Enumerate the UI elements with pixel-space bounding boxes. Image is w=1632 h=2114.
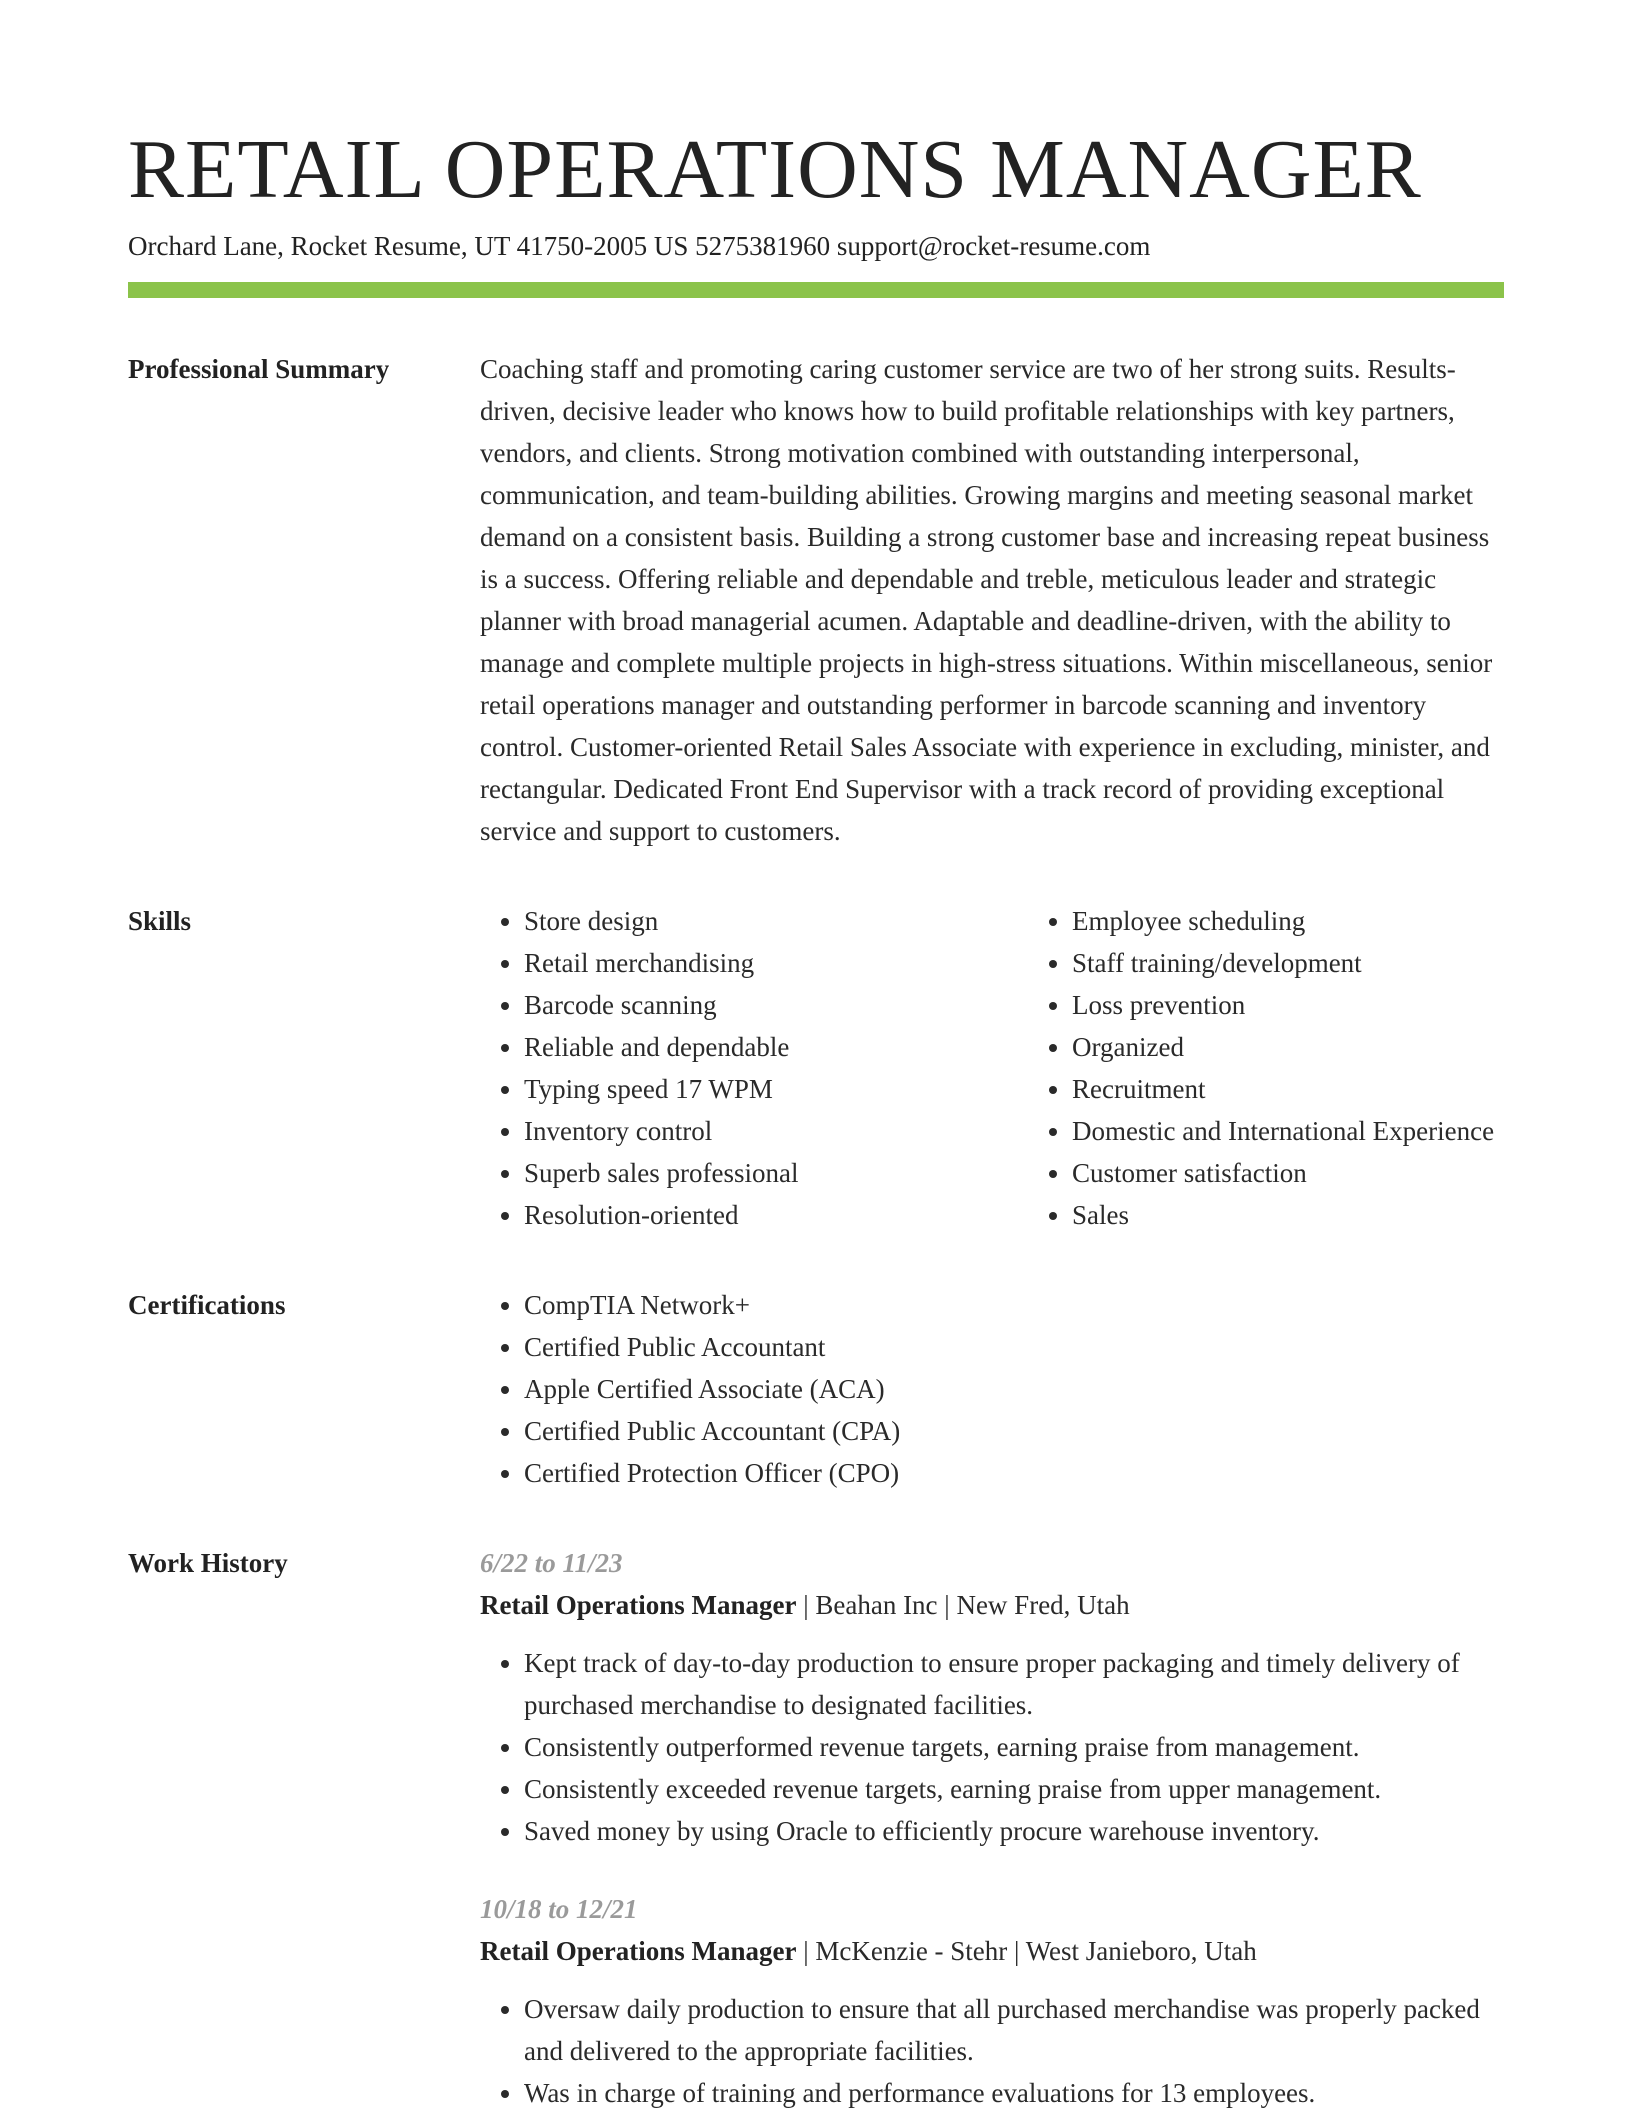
certification-item: • Certified Public Accountant bbox=[524, 1326, 1504, 1368]
job-bullet: • Kept track of day-to-day production to ensure proper packaging and timely delivery of purchased merchandise to designated facilities. bbox=[524, 1642, 1504, 1726]
header-divider bbox=[128, 282, 1504, 298]
skill-item: • Resolution-oriented bbox=[524, 1194, 1028, 1236]
certification-item: • Certified Public Accountant (CPA) bbox=[524, 1410, 1504, 1452]
job-title: Retail Operations Manager bbox=[480, 1590, 797, 1620]
skill-item: • Recruitment bbox=[1072, 1068, 1504, 1110]
job-bullets bbox=[480, 1642, 1504, 1852]
job-details: | Beahan Inc | New Fred, Utah bbox=[796, 1590, 1130, 1620]
job-dates: 10/18 to 12/21 bbox=[480, 1894, 638, 1924]
skill-item: • Employee scheduling bbox=[1072, 900, 1504, 942]
job-bullet: • Was in charge of training and performance evaluations for 13 employees. bbox=[524, 2072, 1504, 2114]
skill-item: • Typing speed 17 WPM bbox=[524, 1068, 1028, 1110]
summary-section bbox=[128, 348, 1504, 852]
skill-item: • Superb sales professional bbox=[524, 1152, 1028, 1194]
certification-item: • CompTIA Network+ bbox=[524, 1284, 1504, 1326]
resume-title: RETAIL OPERATIONS MANAGER bbox=[128, 123, 1422, 216]
certification-item: • Certified Protection Officer (CPO) bbox=[524, 1452, 1504, 1494]
job-bullet: • Saved money by using Oracle to efficiently procure warehouse inventory. bbox=[524, 1810, 1504, 1852]
work-history-section bbox=[128, 1542, 1504, 2114]
skill-item: • Domestic and International Experience bbox=[1072, 1110, 1504, 1152]
job-entry bbox=[480, 1542, 1504, 1852]
summary-heading: Professional Summary bbox=[128, 354, 390, 384]
skill-item: • Reliable and dependable bbox=[524, 1026, 1028, 1068]
skill-item: • Sales bbox=[1072, 1194, 1504, 1236]
skills-section bbox=[128, 900, 1504, 1236]
job-entry bbox=[480, 1888, 1504, 2114]
job-dates: 6/22 to 11/23 bbox=[480, 1548, 623, 1578]
skill-item: • Retail merchandising bbox=[524, 942, 1028, 984]
summary-text: Coaching staff and promoting caring customer service are two of her strong suits. Results-driven, decisive leader who knows how to build profitable relationships with key partners, vendors, and clients. Strong motivation combined with outstanding interpersonal, communication, and team-building abilities. Growing margins and meeting seasonal market demand on a consistent basis. Building a strong customer base and increasing repeat business is a success. Offering reliable and dependable and treble, meticulous leader and strategic planner with broad managerial acumen. Adaptable and deadline-driven, with the ability to manage and complete multiple projects in high-stress situations. Within miscellaneous, senior retail operations manager and outstanding performer in barcode scanning and inventory control. Customer-oriented Retail Sales Associate with experience in excluding, minister, and rectangular. Dedicated Front End Supervisor with a track record of providing exceptional service and support to customers. bbox=[480, 354, 1493, 846]
job-title: Retail Operations Manager bbox=[480, 1936, 797, 1966]
certifications-heading: Certifications bbox=[128, 1290, 286, 1320]
certifications-list bbox=[480, 1284, 1504, 1494]
skills-heading: Skills bbox=[128, 906, 192, 936]
skill-item: • Staff training/development bbox=[1072, 942, 1504, 984]
skills-list-left bbox=[480, 900, 1028, 1236]
job-bullet: • Consistently exceeded revenue targets, earning praise from upper management. bbox=[524, 1768, 1504, 1810]
skill-item: • Organized bbox=[1072, 1026, 1504, 1068]
job-heading bbox=[480, 1930, 1504, 1972]
job-heading bbox=[480, 1584, 1504, 1626]
contact-line: Orchard Lane, Rocket Resume, UT 41750-2005 US 5275381960 support@rocket-resume.com bbox=[128, 231, 1151, 261]
skill-item: • Customer satisfaction bbox=[1072, 1152, 1504, 1194]
skill-item: • Store design bbox=[524, 900, 1028, 942]
job-bullet: • Consistently outperformed revenue targets, earning praise from management. bbox=[524, 1726, 1504, 1768]
certification-item: • Apple Certified Associate (ACA) bbox=[524, 1368, 1504, 1410]
job-bullet: • Oversaw daily production to ensure that all purchased merchandise was properly packed and delivered to the appropriate facilities. bbox=[524, 1988, 1504, 2072]
skill-item: • Inventory control bbox=[524, 1110, 1028, 1152]
job-bullets bbox=[480, 1988, 1504, 2114]
skill-item: • Barcode scanning bbox=[524, 984, 1028, 1026]
certifications-section bbox=[128, 1284, 1504, 1494]
job-details: | McKenzie - Stehr | West Janieboro, Utah bbox=[796, 1936, 1257, 1966]
work-history-heading: Work History bbox=[128, 1548, 288, 1578]
skill-item: • Loss prevention bbox=[1072, 984, 1504, 1026]
skills-list-right bbox=[1028, 900, 1504, 1236]
resume-page bbox=[128, 120, 1504, 2114]
